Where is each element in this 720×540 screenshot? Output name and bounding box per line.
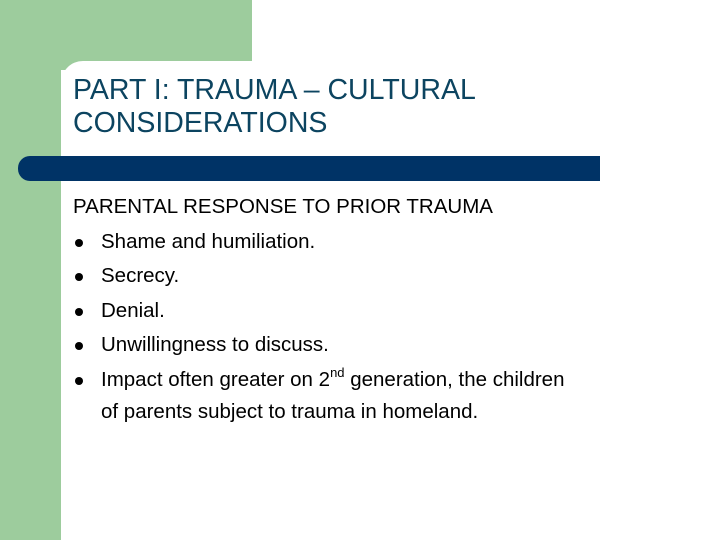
bullet-dot-icon xyxy=(75,273,83,281)
slide-title-line-1: PART I: TRAUMA – CULTURAL xyxy=(73,74,476,106)
bullet-text-after-sup: generation, the children xyxy=(344,367,565,391)
slide-title-line-2: CONSIDERATIONS xyxy=(73,107,328,139)
bullet-text-line-1 xyxy=(101,363,673,398)
bullet-text-before-sup: Impact often greater on 2 xyxy=(101,367,331,391)
title-divider-bar xyxy=(18,156,600,181)
slide-body xyxy=(73,190,673,427)
bullet-item xyxy=(73,294,673,329)
green-left-strip xyxy=(0,0,61,540)
bullet-item xyxy=(73,225,673,260)
bullet-dot-icon xyxy=(75,342,83,350)
bullet-text: Shame and humiliation. xyxy=(101,229,316,253)
section-heading: PARENTAL RESPONSE TO PRIOR TRAUMA xyxy=(73,195,493,218)
bullet-text: Unwillingness to discuss. xyxy=(101,333,329,356)
bullet-item xyxy=(73,363,673,428)
bullet-text-line-2: of parents subject to trauma in homeland. xyxy=(101,400,479,423)
ordinal-suffix: nd xyxy=(330,364,345,380)
bullet-dot-icon xyxy=(75,239,83,247)
bullet-item xyxy=(73,328,673,363)
bullet-item xyxy=(73,259,673,294)
bullet-dot-icon xyxy=(75,308,83,316)
bullet-dot-icon xyxy=(75,377,83,385)
bullet-text: Secrecy. xyxy=(101,264,180,287)
slide-title xyxy=(73,74,673,140)
bullet-text: Denial. xyxy=(101,298,165,322)
